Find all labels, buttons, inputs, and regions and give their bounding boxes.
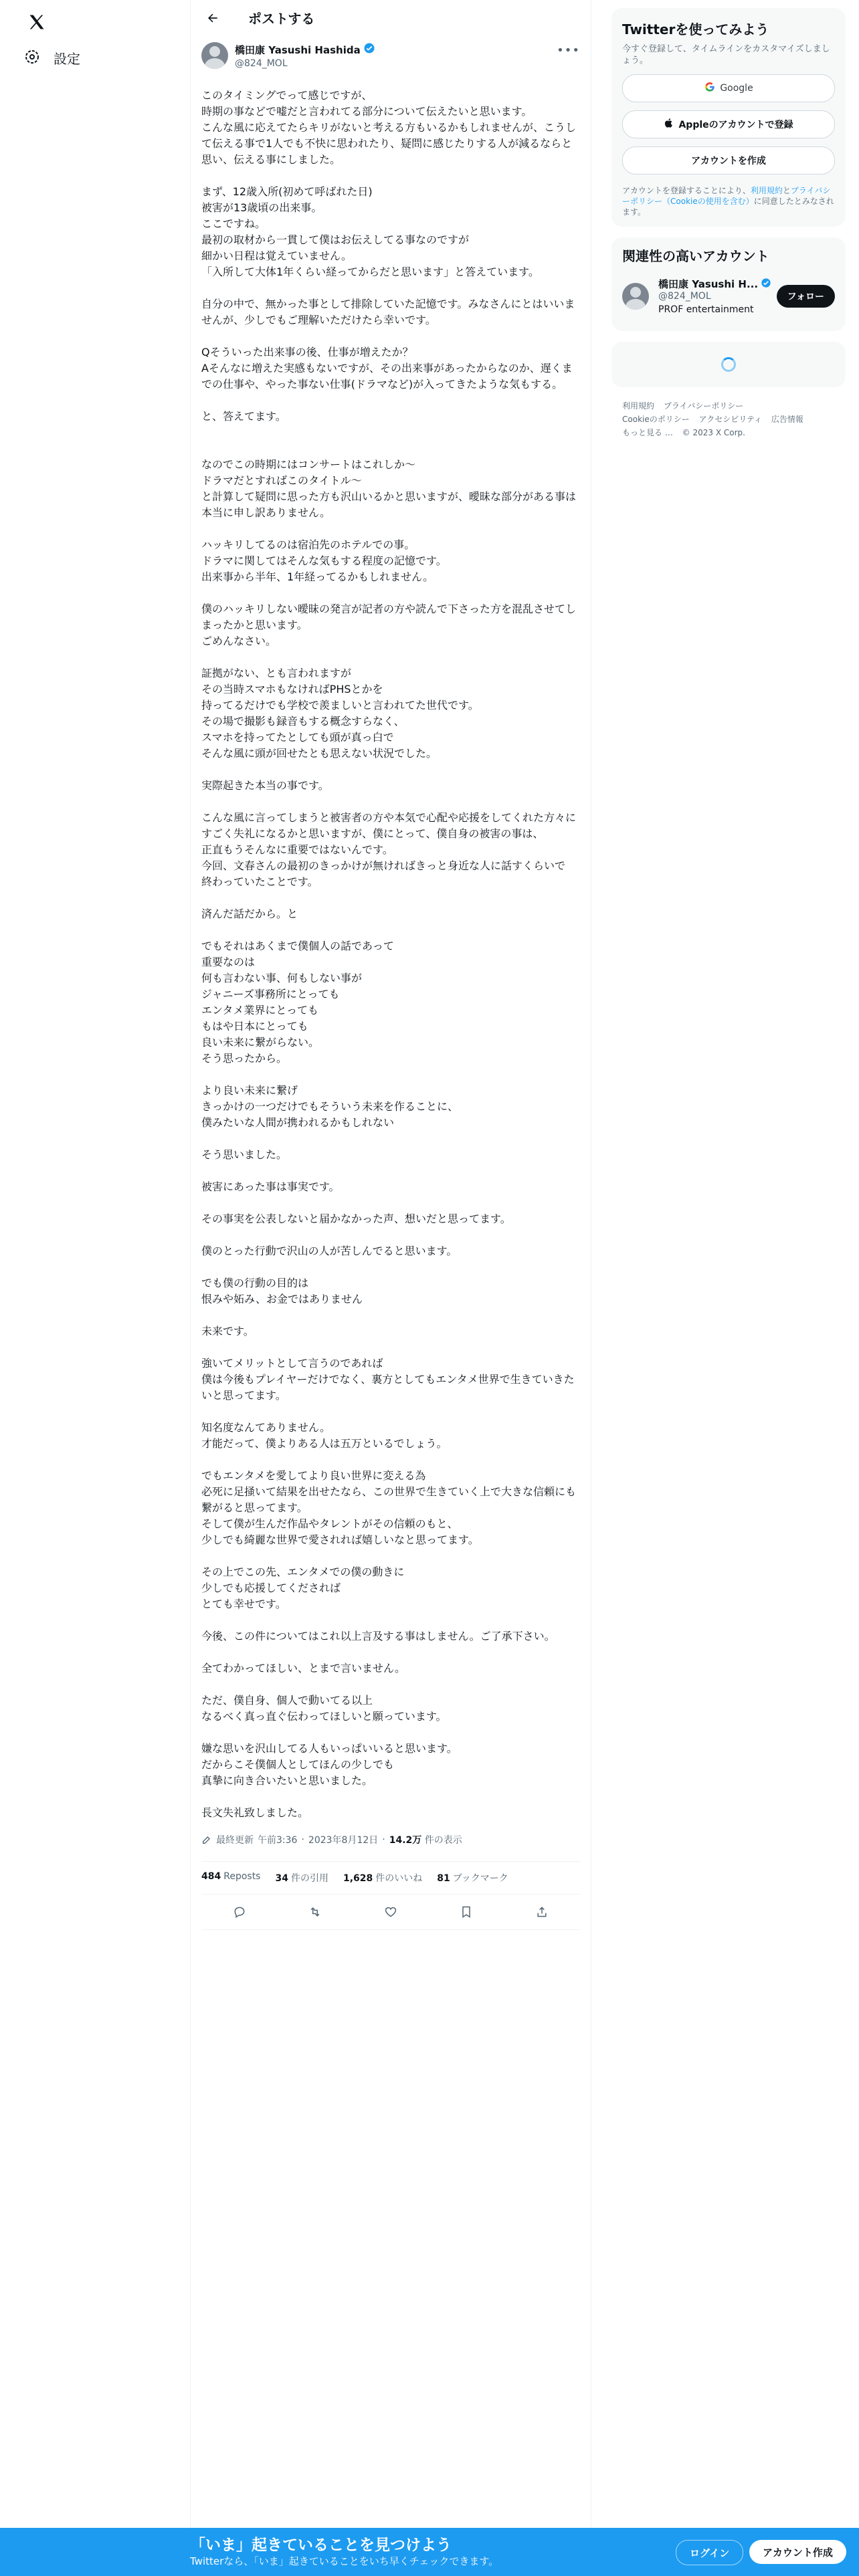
apple-signup-label: Appleのアカウントで登録	[678, 120, 793, 130]
meta-separator-2: ·	[382, 1834, 385, 1845]
settings-label: 設定	[54, 51, 80, 67]
related-verified-icon	[761, 278, 771, 291]
author-name[interactable]: 橋田康 Yasushi Hashida	[235, 43, 361, 56]
related-name[interactable]: 橋田康 Yasushi H...	[658, 278, 759, 290]
x-logo-icon[interactable]	[20, 5, 54, 39]
related-avatar[interactable]	[622, 283, 649, 310]
related-accounts-card	[611, 237, 846, 331]
footer-link-privacy[interactable]: プライバシーポリシー	[663, 401, 744, 411]
share-icon[interactable]	[529, 1899, 555, 1925]
signup-subtitle: 今すぐ登録して、タイムラインをカスタマイズしましょう。	[622, 44, 830, 66]
post-author	[191, 35, 591, 69]
views-label: 件の表示	[424, 1835, 462, 1846]
author-handle[interactable]: @824_MOL	[235, 58, 288, 69]
bookmark-icon[interactable]	[453, 1899, 480, 1925]
footer-link-cookie[interactable]: Cookieのポリシー	[622, 415, 690, 424]
reposts-stat[interactable]: 484 Reposts	[201, 1871, 261, 1882]
left-nav	[0, 0, 190, 2576]
back-arrow-icon[interactable]	[201, 7, 224, 29]
main-column	[190, 0, 591, 2576]
post-actions	[201, 1895, 580, 1930]
edited-label[interactable]: 最終更新	[216, 1835, 254, 1846]
login-button[interactable]: ログイン	[676, 2540, 743, 2565]
quotes-stat[interactable]: 34 件の引用	[275, 1873, 328, 1884]
reply-icon[interactable]	[226, 1899, 253, 1925]
post-header	[191, 0, 591, 35]
terms-link[interactable]: 利用規約	[750, 186, 783, 195]
signup-card	[611, 8, 846, 227]
signup-title: Twitterを使ってみよう	[622, 21, 769, 37]
create-account-button[interactable]: アカウントを作成	[622, 146, 835, 175]
footer-link-more[interactable]: もっと見る …	[622, 428, 673, 437]
post-date[interactable]: 2023年8月12日	[308, 1835, 379, 1846]
bottom-bar-subtitle: Twitterなら、「いま」起きていることをいち早くチェックできます。	[190, 2555, 499, 2567]
bottom-bar-title: 「いま」起きていることを見つけよう	[190, 2537, 452, 2554]
trends-card	[611, 342, 846, 387]
bottom-create-account-button[interactable]: アカウント作成	[749, 2540, 846, 2564]
more-options-icon[interactable]: •••	[557, 43, 580, 58]
privacy-link[interactable]: プライバシーポリシー	[622, 186, 831, 206]
footer-links	[611, 387, 846, 439]
follow-button[interactable]: フォロー	[777, 285, 835, 308]
footer-link-accessibility[interactable]: アクセシビリティ	[698, 415, 763, 424]
likes-stat[interactable]: 1,628 件のいいね	[343, 1873, 423, 1884]
google-icon	[704, 81, 716, 96]
related-handle[interactable]: @824_MOL	[658, 291, 711, 302]
views-count: 14.2万	[389, 1835, 422, 1846]
avatar[interactable]	[201, 42, 228, 69]
settings-nav-item[interactable]	[17, 44, 87, 72]
cookie-link[interactable]: （Cookieの使用を含む）	[662, 197, 754, 206]
apple-signup-button[interactable]	[622, 110, 835, 138]
repost-icon[interactable]	[302, 1899, 328, 1925]
gear-icon	[24, 49, 40, 68]
bookmarks-stat[interactable]: 81 ブックマーク	[437, 1873, 508, 1884]
footer-link-terms[interactable]: 利用規約	[622, 401, 655, 411]
meta-separator: ·	[301, 1834, 304, 1845]
apple-icon	[664, 117, 674, 132]
like-heart-icon[interactable]	[377, 1899, 404, 1925]
google-signup-button[interactable]	[622, 74, 835, 102]
right-sidebar	[611, 0, 846, 439]
post-text: このタイミングでって感じですが、 時期の事などで嘘だと言われてる部分について伝えたいと思います。 こんな風に応えてたらキリがないと考える方もいるかもしれませんが、こうして伝える事で1人でも不快に思われたり、疑問に感じたりする人が減るならと思い、伝える事にしました。 まず、12歳入所(初めて呼ばれた日) 被害が13歳頃の出来事。 ここですね。 最初の取材から一貫して僕はお伝えしてる事なのですが 細かい日程は覚えていません。 「入所して大体1年くらい経ってからだと思います」と答えています。 自分の中で、無かった事として排除していた記憶です。みなさんにとはいいませんが、少しでもご理解いただけたら幸いです。 Qそういった出来事の後、仕事が増えたか？ Aそんなに増えた実感もないですが、その出来事があったからなのか、遅くまでの仕事や、やった事ない仕事(ドラマなど)が入ってきたような気もする。 と、答えてます。 なのでこの時期にはコンサートはこれしか〜 ドラマだとすればこのタイトル〜 と計算して疑問に思った方も沢山いるかと思いますが、曖昧な部分がある事は本当に申し訳ありません。 ハッキリしてるのは宿泊先のホテルでの事。 ドラマに関してはそんな気もする程度の記憶です。 出来事から半年、1年経ってるかもしれません。 僕のハッキリしない曖昧の発言が記者の方や読んで下さった方を混乱させてしまったかと思います。 ごめんなさい。 証拠がない、とも言われますが その当時スマホもなければPHSとかを 持ってるだけでも学校で羨ましいと言われてた世代です。 その場で撮影も録音もする概念すらなく、 スマホを持ってたとしても頭が真っ白で そんな風に頭が回せたとも思えない状況でした。 実際起きた本当の事です。 こんな風に言ってしまうと被害者の方や本気で心配や応援をしてくれた方々にすごく失礼になるかと思いますが、僕にとって、僕自身の被害の事は、 正直もうそんなに重要ではないんです。 今回、文春さんの最初のきっかけが無ければきっと身近な人に話すくらいで 終わっていたことです。 済んだ話だから。と でもそれはあくまで僕個人の話であって 重要なのは 何も言わない事、何もしない事が ジャニーズ事務所にとっても エンタメ業界にとっても もはや日本にとっても 良い未来に繋がらない。 そう思ったから。 より良い未来に繋げ きっかけの一つだけでもそういう未来を作ることに、 僕みたいな人間が携われるかもしれない そう思いました。 被害にあった事は事実です。 その事実を公表しないと届かなかった声、想いだと思ってます。 僕のとった行動で沢山の人が苦しんでると思います。 でも僕の行動の目的は 恨みや妬み、お金ではありません 未来です。 強いてメリットとして言うのであれば 僕は今後もプレイヤーだけでなく、裏方としてもエンタメ世界で生きていきたいと思ってます。 知名度なんてありません。 才能だって、僕よりある人は五万といるでしょう。 でもエンタメを愛してより良い世界に変える為 必死に足掻いて結果を出せたなら、この世界で生きていく上で大きな信頼にも繋がると思ってます。 そして僕が生んだ作品やタレントがその信頼のもと、 少しでも綺麗な世界で愛されれば嬉しいなと思ってます。 その上でこの先、エンタメでの僕の動きに 少しでも応援してくだされば とても幸せです。 今後、この件についてはこれ以上言及する事はしません。ご了承下さい。 全てわかってほしい、とまで言いません。 ただ、僕自身、個人で動いてる以上 なるべく真っ直ぐ伝わってほしいと願っています。 嫌な思いを沢山してる人もいっぱいいると思います。 だからこそ僕個人としてほんの少しでも 真摯に向き合いたいと思いました。 長文失礼致しました。	[201, 89, 577, 1819]
bottom-signup-bar	[0, 2528, 859, 2576]
google-signup-label: Google	[720, 83, 753, 94]
related-account-row[interactable]	[611, 270, 846, 322]
related-title: 関連性の高いアカウント	[622, 248, 769, 264]
terms-text: アカウントを登録することにより、利用規約とプライバシーポリシー（Cookieの使用を含む）に同意したとみなされます。	[622, 186, 834, 217]
loading-spinner-icon	[721, 357, 736, 372]
post-meta	[201, 1833, 580, 1846]
post-time[interactable]: 午前3:36	[258, 1835, 298, 1846]
post-header-title: ポストする	[248, 11, 315, 27]
related-bio: PROF entertainment	[658, 304, 754, 315]
post-stats	[201, 1861, 580, 1895]
verified-badge-icon	[363, 42, 375, 57]
footer-link-ads[interactable]: 広告情報	[771, 415, 803, 424]
edit-pencil-icon	[201, 1834, 212, 1845]
footer-copyright: © 2023 X Corp.	[682, 428, 745, 437]
